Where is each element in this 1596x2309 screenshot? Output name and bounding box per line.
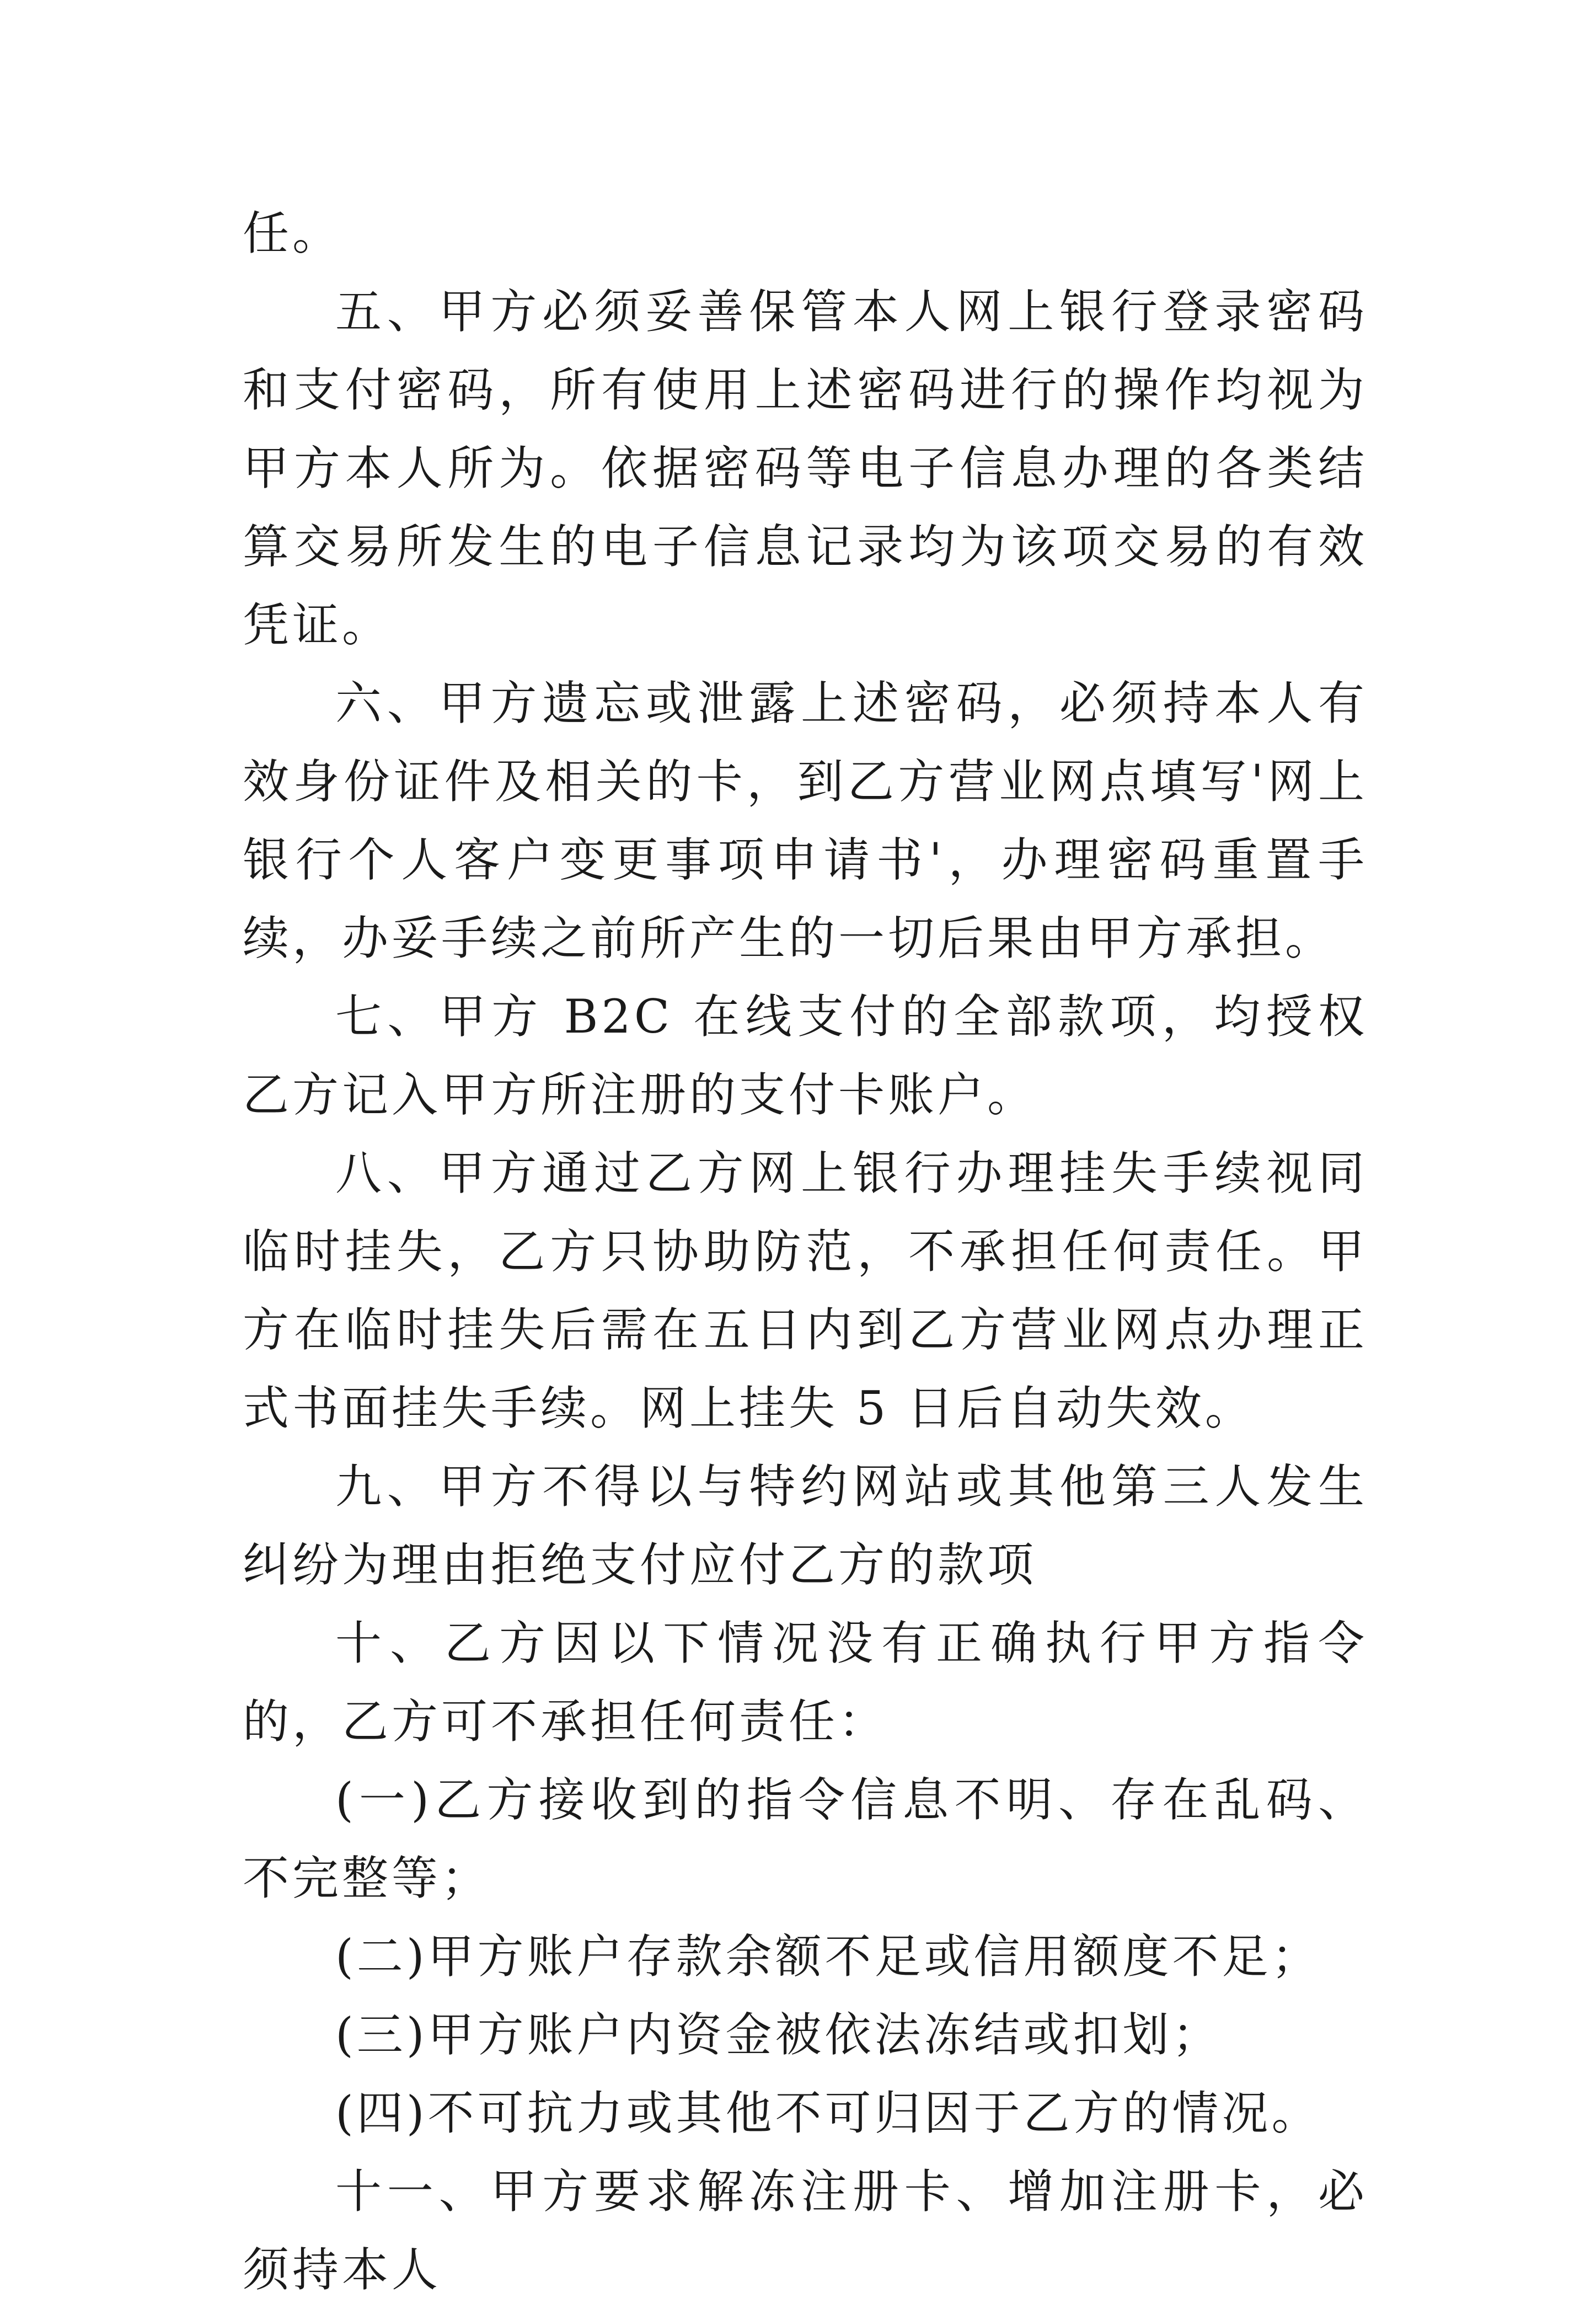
document-body <box>243 194 1368 2309</box>
clause-10: 十、乙方因以下情况没有正确执行甲方指令的，乙方可不承担任何责任： <box>243 1616 1368 1749</box>
clause-7: 七、甲方 B2C 在线支付的全部款项，均授权乙方记入甲方所注册的支付卡账户。 <box>243 990 1368 1122</box>
clause-10-item-4: (四)不可抗力或其他不可归因于乙方的情况。 <box>335 2086 1321 2140</box>
clause-5: 五、甲方必须妥善保管本人网上银行登录密码和支付密码，所有使用上述密码进行的操作均视为甲方本人所为。依据密码等电子信息办理的各类结算交易所发生的电子信息记录均为该项交易的有效凭证。 <box>243 285 1368 652</box>
clause-8: 八、甲方通过乙方网上银行办理挂失手续视同临时挂失，乙方只协助防范，不承担任何责任。甲方在临时挂失后需在五日内到乙方营业网点办理正式书面挂失手续。网上挂失 5 日后自动失效。 <box>243 1146 1368 1435</box>
clause-10-item-3: (三)甲方账户内资金被依法冻结或扣划； <box>335 2008 1222 2062</box>
clause-10-item-1: (一)乙方接收到的指令信息不明、存在乱码、不完整等； <box>243 1773 1368 1905</box>
clause-9: 九、甲方不得以与特约网站或其他第三人发生纠纷为理由拒绝支付应付乙方的款项 <box>243 1460 1368 1592</box>
clause-10-item-2: (二)甲方账户存款余额不足或信用额度不足； <box>335 1929 1321 1984</box>
clause-6: 六、甲方遗忘或泄露上述密码，必须持本人有效身份证件及相关的卡，到乙方营业网点填写'网上银行个人客户变更事项申请书'，办理密码重置手续，办妥手续之前所产生的一切后果由甲方承担。 <box>243 676 1368 965</box>
clause-11: 十一、甲方要求解冻注册卡、增加注册卡，必须持本人 <box>243 2164 1368 2297</box>
paragraph-continuation: 任。 <box>243 206 342 260</box>
